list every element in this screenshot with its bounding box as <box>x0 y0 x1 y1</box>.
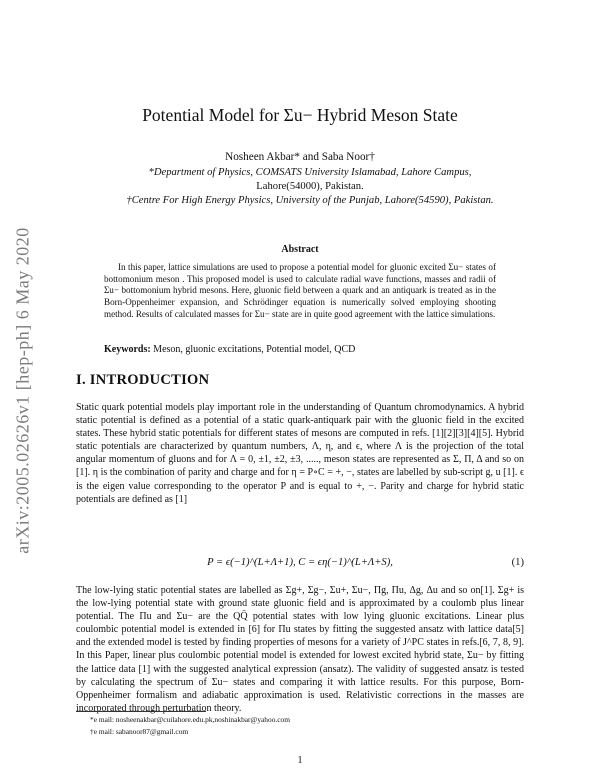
keywords <box>104 344 524 355</box>
footnote-rule <box>76 711 206 712</box>
equation-text: P = ϵ(−1)^(L+Λ+1), C = ϵη(−1)^(L+Λ+S), <box>207 557 393 568</box>
intro-paragraph-1: Static quark potential models play important role in the understanding of Quantum chromodynamics. A hybrid static potential is defined as a potential of a static quark-antiquark pair with the gluonic field in the excited states. These hybrid static potentials for different states of mesons are computed in refs. [1][2][3][4][5]. Hybrid static potentials are characterized by quantum numbers, Λ, η, and ϵ, where Λ is the projection of the total angular momentum of gluons and for Λ = 0, ±1, ±2, ±3, ....., meson states are represented as Σ, Π, Δ and so on [1]. η is the combination of parity and charge and for η = P∘C = +, −, states are labelled by sub-script g, u [1]. ϵ is the eigen value corresponding to the operator P and is equal to +, −. Parity and charge for hybrid static potentials are defined as [1] <box>76 402 524 505</box>
footnote-1: *e mail: nosheenakbar@cuilahore.edu.pk,noshinakbar@yahoo.com <box>90 715 290 724</box>
page-number: 1 <box>297 755 303 766</box>
equation-number: (1) <box>511 557 524 568</box>
paper-title: Potential Model for Σu− Hybrid Meson State <box>142 105 458 125</box>
authors: Nosheen Akbar* and Saba Noor† <box>225 151 375 163</box>
affiliation-1-city: Lahore(54000), Pakistan. <box>256 181 364 192</box>
footnote-2: †e mail: sabanoor87@gmail.com <box>90 727 189 736</box>
arxiv-stamp-text: arXiv:2005.02626v1 [hep-ph] 6 May 2020 <box>12 226 33 554</box>
affiliation-1: *Department of Physics, COMSATS University Islamabad, Lahore Campus, <box>148 167 472 178</box>
abstract-text: In this paper, lattice simulations are used to propose a potential model for gluonic excited Σu− states of bottomonium meson . This proposed model is used to calculate radial wave functions, masses and radii of Σu− bottomonium hybrid mesons. Here, gluonic field between a quark and an antiquark is treated as in the Born-Oppenheimer expansion, and Schrödinger equation is numerically solved employing shooting method. Results of calculated masses for Σu− state are in quite good agreement with the lattice simulations. <box>104 262 496 319</box>
intro-paragraph-2: The low-lying static potential states are labelled as Σg+, Σg−, Σu+, Σu−, Πg, Πu, Δg, Δu and so on[1]. Σg+ is the low-lying potential state with ground state gluonic field and is approximated by a coulomb plus linear potential. The Πu and Σu− are the QQ̄ potential states with low lying gluonic excitations. Linear plus coulombic potential model is extended in [6] for Πu states by fitting the suggested ansatz with lattice data[5] and the extended model is tested by finding properties of mesons for a variety of J^PC states in refs.[6, 7, 8, 9]. In this Paper, linear plus coulombic potential model is extended for lowest excited hybrid state, Σu− by fitting the lattice data [1] with the suggested analytical expression (ansatz). The validity of suggested ansatz is tested by calculating the spectrum of Σu− states and comparing it with lattice results. For this purpose, Born-Oppenheimer formalism and adiabatic approximation is used. Relativistic corrections in the masses are incorporated through perturbation theory. <box>76 585 524 714</box>
equation-1 <box>76 557 524 571</box>
keywords-label: Keywords: <box>104 344 151 355</box>
affiliation-2: †Centre For High Energy Physics, University of the Punjab, Lahore(54590), Pakistan. <box>126 195 494 206</box>
section-heading: I. INTRODUCTION <box>76 372 210 388</box>
abstract-heading: Abstract <box>281 244 319 255</box>
keywords-text: Meson, gluonic excitations, Potential model, QCD <box>153 344 356 355</box>
